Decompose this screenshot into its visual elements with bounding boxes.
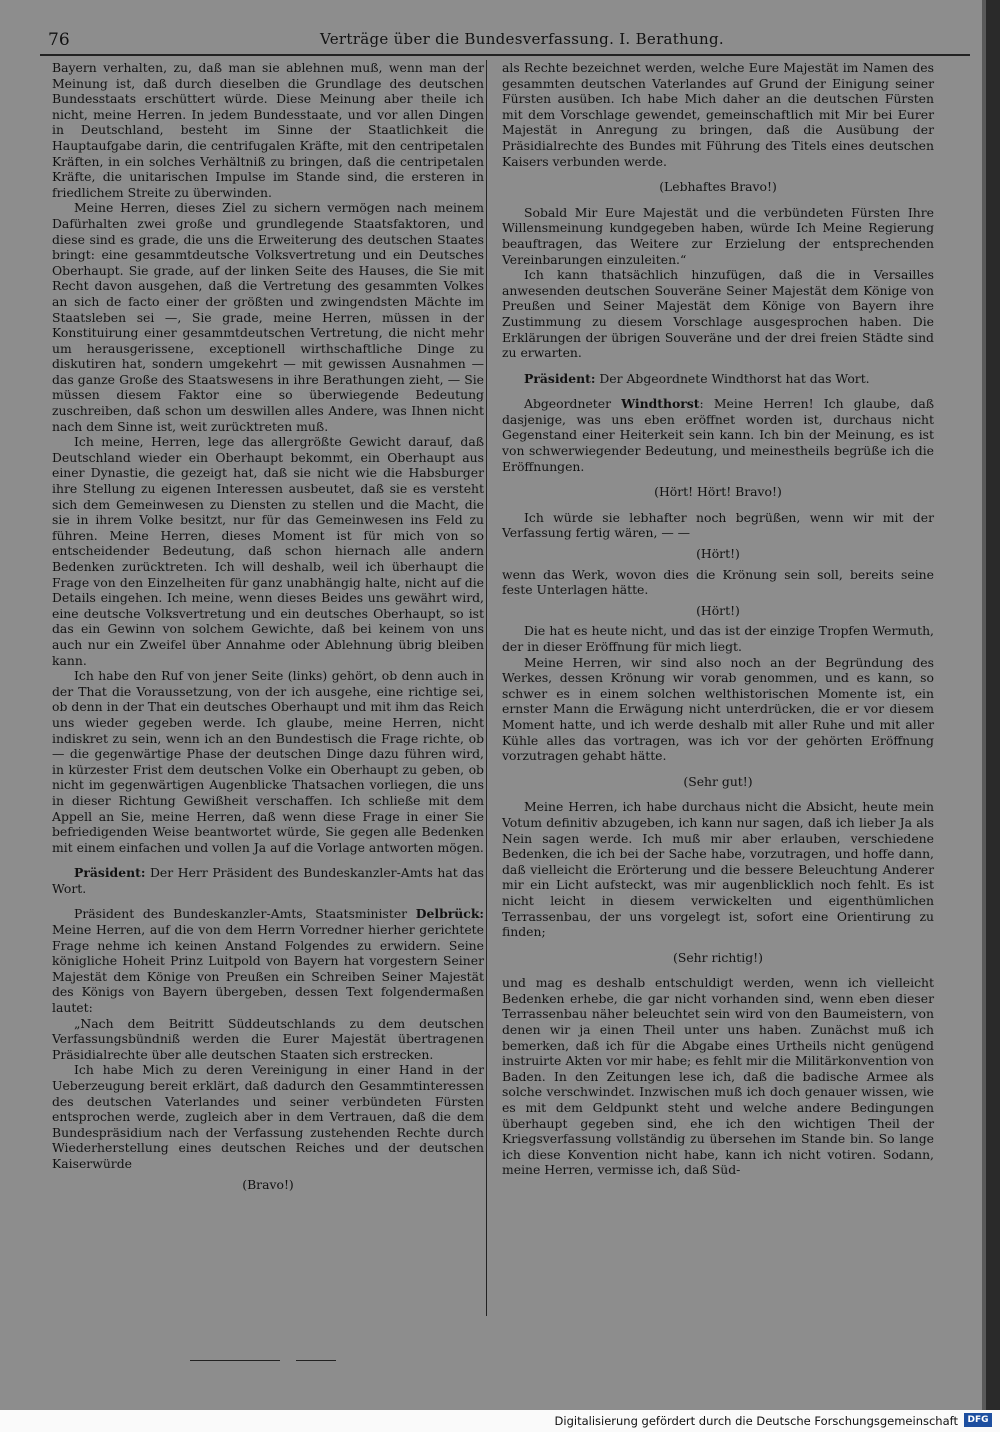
end-rule: [296, 1360, 336, 1361]
header-rule: [40, 54, 970, 56]
page-edge: [986, 0, 1000, 1410]
speaker-text: Meine Herren, auf die von dem Herrn Vorredner hierher gerichtete Frage nehme ich keinen Anstand Folgendes zu erwidern. Seine königliche Hoheit Prinz Luitpold von Bayern hat vorgestern Seiner Majestät dem Könige von Preußen ein Schreiben Seiner Majestät des Königs von Bayern übergeben, dessen Text folgendermaßen lautet:: [52, 922, 484, 1016]
paragraph: Meine Herren, dieses Ziel zu sichern vermögen nach meinem Dafürhalten zwei große und grundlegende Staatsfaktoren, und diese sind es grade, die uns die Erweiterung des deutschen Staates bringt: eine gesammtdeutsche Volksvertretung und ein Deutsches Oberhaupt. Sie grade, auf der linken Seite des Hauses, die Sie mit Recht davon ausgehen, daß die Vertretung des gesammten Volkes an sich de facto einer der größten und zwingendsten Mächte im Staatsleben sei —, Sie grade, meine Herren, müssen in der Konstituirung einer gesammtdeutschen Vertretung, die nicht mehr um herausgerissene, exceptionell wirthschaftliche Dinge zu diskutiren hat, sondern umgekehrt — mit gewissen Ausnahmen — das ganze Große des Staatswesens in ihre Berathungen zieht, — Sie müssen diesem Faktor eine so überwiegende Bedeutung zuschreiben, daß schon um deswillen alles Andere, was Ihnen nicht nach dem Sinne ist, weit zurücktreten muß.: [52, 200, 484, 434]
interjection: (Sehr gut!): [683, 773, 753, 789]
speaker-text: Der Abgeordnete Windthorst hat das Wort.: [595, 370, 870, 386]
end-rule: [190, 1360, 280, 1361]
paragraph: Die hat es heute nicht, und das ist der einzige Tropfen Wermuth, der in dieser Eröffnung für mich liegt.: [502, 623, 934, 654]
page-number: 76: [48, 30, 70, 50]
speaker-name: Präsident:: [74, 865, 146, 881]
interjection: (Sehr richtig!): [673, 949, 763, 965]
paragraph: Ich kann thatsächlich hinzufügen, daß die in Versailles anwesenden deutschen Souveräne Seiner Majestät dem Könige von Preußen und Seiner Majestät dem Könige von Bayern ihre Zustimmung zu diesem Vorschlage ausgesprochen haben. Die Erklärungen der übrigen Souveräne und der drei freien Städte sind zu erwarten.: [502, 267, 934, 361]
funding-credit: Digitalisierung gefördert durch die Deutsche Forschungsgemeinschaft: [554, 1414, 958, 1428]
interjection: (Lebhaftes Bravo!): [659, 179, 777, 195]
speaker-text: : Meine Herren! Ich glaube, daß dasjenige, was uns eben eröffnet worden ist, durchaus nicht Gegenstand einer Heiterkeit sein kann. Ich bin der Meinung, es ist von schwerwiegender Bedeutung, und meinestheils begrüße ich die Eröffnungen.: [502, 396, 934, 474]
paragraph: Ich würde sie lebhafter noch begrüßen, wenn wir mit der Verfassung fertig wären, — —: [502, 509, 934, 541]
speaker-paragraph: [502, 371, 934, 387]
page-header: [30, 28, 970, 54]
paragraph: und mag es deshalb entschuldigt werden, wenn ich vielleicht Bedenken erhebe, die gar nicht vorhanden sind, wenn eben dieser Terrassenbau näher beleuchtet sein wird von den Baumeistern, von denen wir ja einen Theil unter uns haben. Zunächst muß ich bemerken, daß ich für die Abgabe eines Urtheils nicht genügend instruirte Akten vor mir habe; es fehlt mir die Militärkonvention von Baden. In den Zeitungen lese ich, daß die badische Armee als solche verschwindet. Inzwischen muß ich doch genauer wissen, wie es mit dem Geldpunkt steht und welche andere Bedingungen überhaupt gegeben sind, ehe ich den wichtigen Theil der Kriegsverfassung vollständig zu übersehen im Stande bin. So lange ich diese Konvention nicht habe, kann ich nicht votiren. Sodann, meine Herren, vermisse ich, daß Süd-: [502, 975, 934, 1178]
quote-paragraph: Ich habe Mich zu deren Vereinigung in einer Hand in der Ueberzeugung bereit erklärt, daß dadurch den Gesammtinteressen des deutschen Vaterlandes und seiner verbündeten Fürsten entsprochen werde, zugleich aber in dem Vertrauen, daß die dem Bundespräsidium nach der Verfassung zustehenden Rechte durch Wiederherstellung eines deutschen Reiches und der deutschen Kaiserwürde: [52, 1062, 484, 1171]
speaker-intro: Abgeordneter: [524, 396, 622, 412]
speaker-name: Delbrück:: [415, 906, 484, 922]
speaker-paragraph: [52, 906, 484, 1015]
interjection: (Hört!): [696, 546, 740, 562]
left-column: [52, 60, 484, 1197]
speaker-name: Präsident:: [524, 370, 596, 386]
paragraph: als Rechte bezeichnet werden, welche Eure Majestät im Namen des gesammten deutschen Vaterlandes auf Grund der Einigung seiner Fürsten ausüben. Ich habe Mich daher an die deutschen Fürsten mit dem Vorschlage gewendet, gemeinschaftlich mit Mir bei Eurer Majestät in Anregung zu bringen, daß die Ausübung der Präsidialrechte des Bundes mit Führung des Titels eines deutschen Kaisers verbunden werde.: [502, 60, 934, 169]
quote-paragraph: Sobald Mir Eure Majestät und die verbündeten Fürsten Ihre Willensmeinung kundgegeben haben, würde Ich Meine Regierung beauftragen, das Weitere zur Erzielung der entsprechenden Vereinbarungen einzuleiten.“: [502, 204, 934, 267]
paragraph: Ich habe den Ruf von jener Seite (links) gehört, ob denn auch in der That die Voraussetzung, von der ich ausgehe, eine richtige sei, ob denn in der That ein deutsches Oberhaupt und mit ihm das Reich uns wieder gegeben werde. Ich glaube, meine Herren, nicht indiskret zu sein, wenn ich an den Bundestisch die Frage richte, ob — die gegenwärtige Phase der deutschen Dinge dazu führen wird, in kürzester Frist dem deutschen Volke ein Oberhaupt zu geben, ob nicht im gegenwärtigen Augenblicke Thatsachen vorliegen, die uns in dieser Richtung Gewißheit verschaffen. Ich schließe mit dem Appell an Sie, meine Herren, daß wenn diese Frage in einer Sie befriedigenden Weise beantwortet würde, Sie gegen alle Bedenken mit einem einfachen und vollen Ja auf die Vorlage antworten mögen.: [52, 668, 484, 855]
interjection: (Hört!): [696, 602, 740, 618]
speaker-paragraph: [52, 865, 484, 896]
footer-bar: [0, 1410, 1000, 1432]
speaker-text: Der Herr Präsident des Bundeskanzler-Amts hat das Wort.: [52, 865, 484, 896]
interjection: (Hört! Hört! Bravo!): [654, 484, 782, 500]
paragraph: wenn das Werk, wovon dies die Krönung sein soll, bereits seine feste Unterlagen hätte.: [502, 566, 934, 598]
dfg-logo: DFG: [964, 1413, 992, 1427]
speaker-intro: Präsident des Bundeskanzler-Amts, Staatsminister: [74, 906, 416, 922]
quote-paragraph: „Nach dem Beitritt Süddeutschlands zu dem deutschen Verfassungsbündniß werden die Eurer Majestät übertragenen Präsidialrechte über alle deutschen Staaten sich erstrecken.: [52, 1015, 484, 1062]
running-title: Verträge über die Bundesverfassung. I. Berathung.: [320, 30, 724, 48]
right-column: [502, 60, 934, 1178]
speaker-paragraph: [502, 396, 934, 474]
interjection: (Bravo!): [242, 1176, 294, 1192]
paragraph: Bayern verhalten, zu, daß man sie ablehnen muß, wenn man der Meinung ist, daß durch dieselben die Grundlage des deutschen Bundesstaats erschüttert würde. Diese Meinung aber theile ich nicht, meine Herren. In jedem Bundesstaate, und vor allen Dingen in Deutschland, besteht im Sinne der Staatlichkeit die Hauptaufgabe darin, die centrifugalen Kräfte, mit den centripetalen Kräften, in ein solches Verhältniß zu bringen, daß die centripetalen Kräfte, die unitarischen Impulse im Stande sind, die ersteren in friedlichem Streite zu überwinden.: [52, 60, 484, 200]
speaker-name: Windthorst: [621, 396, 700, 412]
column-divider: [486, 60, 487, 1316]
paragraph: Ich meine, Herren, lege das allergrößte Gewicht darauf, daß Deutschland wieder ein Oberhaupt bekommt, ein Oberhaupt aus einer Dynastie, die gezeigt hat, daß sie nicht wie die Habsburger ihre Stellung zu eigenen Interessen ausbeutet, daß sie es versteht sich dem Gemeinwesen zu Diensten zu stellen und die Macht, die sie in ihrem Volke besitzt, nur für das Gemeinwesen ins Feld zu führen. Meine Herren, dieses Moment ist für mich von so entscheidender Bedeutung, daß schon hiernach alle andern Bedenken zurücktreten. Ich will deshalb, weil ich überhaupt die Frage von den Einzelheiten für ganz unabhängig halte, nicht auf die Details eingehen. Ich meine, wenn dieses Beides uns gewährt wird, eine deutsche Volksvertretung und ein deutsches Oberhaupt, so ist das ein Gewinn von solchem Gewichte, daß bei keinem von uns auch nur ein Zweifel über Annahme oder Ablehnung übrig bleiben kann.: [52, 434, 484, 668]
paragraph: Meine Herren, ich habe durchaus nicht die Absicht, heute mein Votum definitiv abzugeben, ich kann nur sagen, daß ich lieber Ja als Nein sagen werde. Ich muß mir aber erlauben, verschiedene Bedenken, die ich bei der Sache habe, vorzutragen, und hoffe dann, daß vielleicht die Erörterung und die bessere Beleuchtung Anderer mir ein Licht aufsteckt, was mir augenblicklich noch fehlt. Es ist nicht leicht in diesem verwickelten und eigenthümlichen Terrassenbau, der uns vorgelegt ist, sofort eine Orientirung zu finden;: [502, 799, 934, 940]
paragraph: Meine Herren, wir sind also noch an der Begründung des Werkes, dessen Krönung wir vorab genommen, und es kann, so schwer es in einem solchen welthistorischen Momente ist, ein ernster Mann die Erwägung nicht unterdrücken, die er vor diesem Moment hatte, und ich werde deshalb mit aller Ruhe und mit aller Kühle alles das vortragen, was ich vor der gehörten Eröffnung vorzutragen gehabt hätte.: [502, 654, 934, 764]
